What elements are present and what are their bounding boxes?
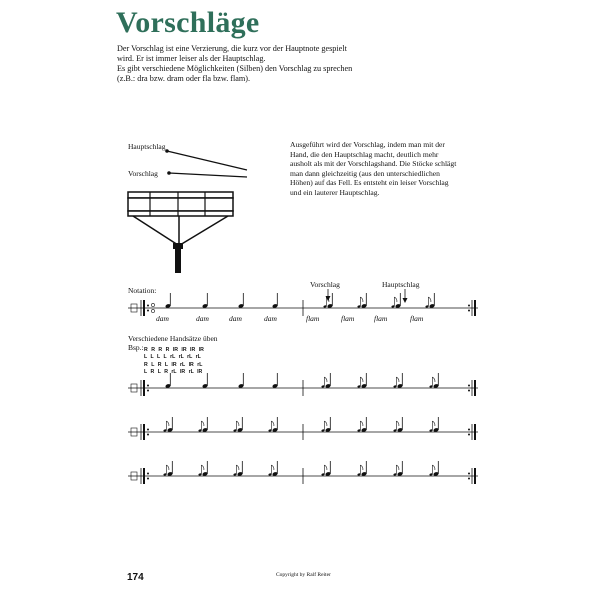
time-signature-mark xyxy=(151,309,154,312)
sticking-example-label: Bsp.: xyxy=(128,343,144,352)
sticking-row: L R L R rL lR rL lR xyxy=(144,369,203,376)
syllable: flam xyxy=(374,314,388,323)
grace-note-flag xyxy=(428,297,431,302)
repeat-thick-bar xyxy=(143,424,145,440)
label-grace-note: Vorschlag xyxy=(128,169,158,178)
syllable: dam xyxy=(264,314,277,323)
intro-line: Der Vorschlag ist eine Verzierung, die kurz vor der Hauptnote gespielt xyxy=(117,44,347,53)
explanation-line: man dann gleichzeitig (aus den unterschiedlichen xyxy=(290,168,440,178)
grace-note-flag xyxy=(271,465,274,470)
sticking-heading: Verschiedene Handsätze üben xyxy=(128,334,218,343)
repeat-dot xyxy=(468,390,470,392)
syllable: flam xyxy=(410,314,424,323)
syllable: flam xyxy=(341,314,355,323)
grace-note-flag xyxy=(166,465,169,470)
repeat-thick-bar xyxy=(474,380,476,396)
explanation-line: Höhen) auf das Fell. Es entsteht ein leiser Vorschlag xyxy=(290,178,449,188)
grace-note-flag xyxy=(360,421,363,426)
grace-note-flag xyxy=(360,297,363,302)
repeat-thick-bar xyxy=(474,424,476,440)
intro-line: wird. Er ist immer leiser als der Hauptschlag. xyxy=(117,54,266,63)
grace-note-flag xyxy=(324,465,327,470)
repeat-dot xyxy=(468,429,470,431)
syllable: dam xyxy=(229,314,242,323)
repeat-dot xyxy=(147,385,149,387)
grace-note-flag xyxy=(396,421,399,426)
label-main-stroke: Hauptschlag xyxy=(128,142,166,151)
page-title: Vorschläge xyxy=(116,6,260,39)
grace-note-flag xyxy=(324,421,327,426)
grace-note-flag xyxy=(271,421,274,426)
repeat-dot xyxy=(468,305,470,307)
explanation-line: Ausgeführt wird der Vorschlag, indem man mit der xyxy=(290,140,445,149)
repeat-dot xyxy=(147,310,149,312)
repeat-dot xyxy=(147,478,149,480)
syllable: dam xyxy=(196,314,209,323)
copyright-notice: Copyright by Ralf Reiter xyxy=(276,572,331,578)
syllable: flam xyxy=(306,314,320,323)
sticking-row: R R R R lR lR lR lR xyxy=(144,347,204,353)
repeat-thick-bar xyxy=(474,300,476,316)
grace-note-flag xyxy=(432,421,435,426)
grace-note-flag xyxy=(394,297,397,302)
repeat-dot xyxy=(468,478,470,480)
syllable: dam xyxy=(156,314,169,323)
sticking-row: R L R L lR rL lR rL xyxy=(144,361,203,368)
grace-note-flag xyxy=(360,465,363,470)
annotation-grace: Vorschlag xyxy=(310,280,340,289)
repeat-dot xyxy=(468,434,470,436)
intro-line: Es gibt verschiedene Möglichkeiten (Silben) den Vorschlag zu sprechen xyxy=(117,64,353,73)
time-signature-mark xyxy=(151,303,154,306)
repeat-thick-bar xyxy=(143,468,145,484)
repeat-dot xyxy=(147,473,149,475)
grace-note-flag xyxy=(324,377,327,382)
repeat-dot xyxy=(468,473,470,475)
explanation-line: und ein lauterer Hauptschlag. xyxy=(290,187,380,197)
grace-note-flag xyxy=(396,465,399,470)
repeat-thick-bar xyxy=(474,468,476,484)
repeat-dot xyxy=(468,310,470,312)
explanation-line: ausholt als mit der Vorschlagshand. Die Stöcke schlägt xyxy=(290,159,457,169)
repeat-dot xyxy=(147,390,149,392)
explanation-line: Hand, die den Hauptschlag macht, deutlich mehr xyxy=(290,149,439,159)
grace-note-flag xyxy=(236,465,239,470)
repeat-thick-bar xyxy=(143,300,145,316)
repeat-thick-bar xyxy=(143,380,145,396)
page-number: 174 xyxy=(127,572,144,583)
notation-heading: Notation: xyxy=(128,286,157,295)
annotation-main: Hauptschlag xyxy=(382,280,420,289)
grace-note-flag xyxy=(166,421,169,426)
repeat-dot xyxy=(147,434,149,436)
grace-note-flag xyxy=(236,421,239,426)
grace-note-flag xyxy=(201,421,204,426)
repeat-dot xyxy=(147,305,149,307)
arrowhead-main xyxy=(403,298,408,303)
grace-note-flag xyxy=(360,377,363,382)
repeat-dot xyxy=(147,429,149,431)
sticking-table xyxy=(144,347,204,377)
intro-line: (z.B.: dra bzw. dram oder fla bzw. flam). xyxy=(117,74,251,83)
grace-note-flag xyxy=(396,377,399,382)
grace-note-flag xyxy=(201,465,204,470)
sticking-row: L L L L rL rL rL rL xyxy=(144,354,201,361)
repeat-dot xyxy=(468,385,470,387)
grace-note-flag xyxy=(432,465,435,470)
grace-note-flag xyxy=(432,377,435,382)
